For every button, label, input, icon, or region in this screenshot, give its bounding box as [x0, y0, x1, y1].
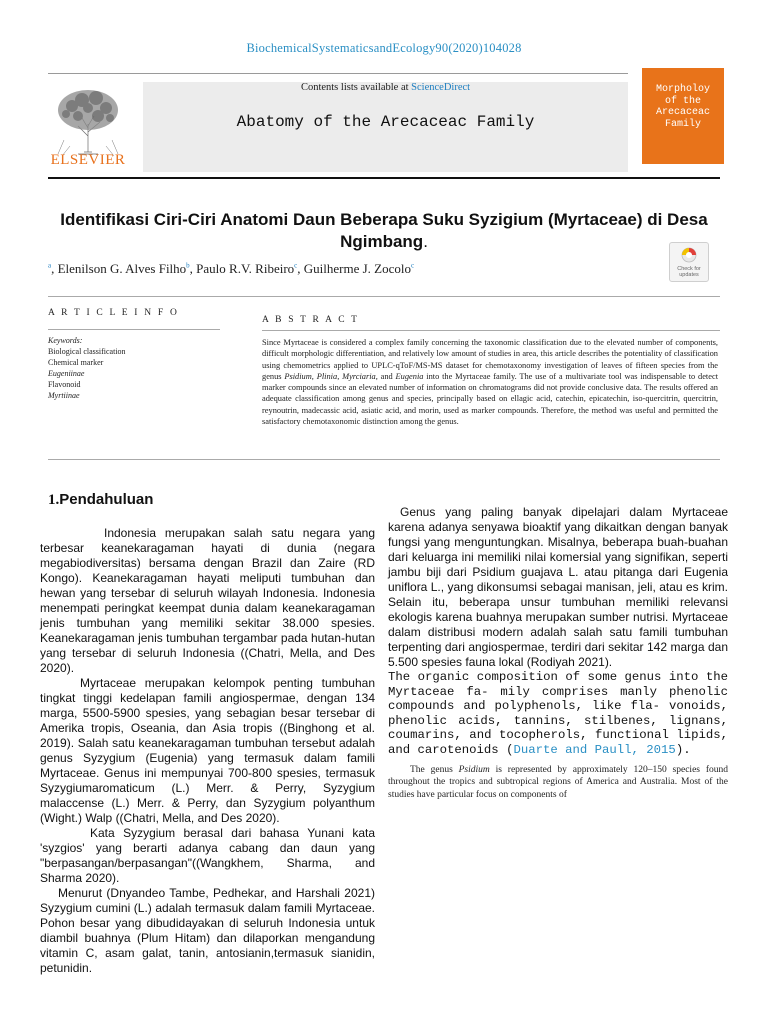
- article-title: [50, 209, 718, 253]
- author-separator: ,: [189, 261, 197, 276]
- keyword-item: Flavonoid: [48, 380, 81, 389]
- abstract-sep: , and: [375, 371, 396, 381]
- body-paragraph: Genus yang paling banyak dipelajari dalam Myrtaceae karena adanya senyawa bioaktif yang dikaitkan dengan banyak fungsi yang menguntungkan. Misalnya, beberapa buah-buahan dari keluarga ini memiliki nilai komersial yang signifikan, seperti jambu biji dari Psidium guajava L. atau pitanga dari Eugenia uniflora L., yang dikonsumsi sebagai manisan, jeli, atau es krim. Selain itu, beberapa unsur tumbuhan memiliki relevansi ekologis karena buahnya merupakan sumber nutrisi. Myrtaceae dalam distribusi modern adalah salah satu famili tumbuhan terpenting dari angiospermae, terdiri dari sekitar 142 marga dan 5.500 spesies fauna lokal (Rodiyah 2021).: [388, 505, 728, 669]
- header-top-rule: [48, 73, 628, 74]
- mono-text-end: ).: [675, 742, 691, 757]
- author-list: [48, 261, 608, 277]
- keyword-item: Eugeniinae: [48, 369, 85, 378]
- author-separator: ,: [297, 261, 304, 276]
- article-title-text: Identifikasi Ciri-Ciri Anatomi Daun Beberapa Suku Syzigium (Myrtaceae) di Desa Ngimbang: [60, 210, 708, 251]
- keyword-item: Biological classification: [48, 347, 126, 356]
- author-name[interactable]: Guilherme J. Zocolo: [303, 261, 412, 276]
- abstract-part: into the Myrtaceae family. The use of a multivariate tool was indispensable to detect marker compounds since an elevated number of information on chromatograms did not provide conclusive data. The results offered an adequate classification among genus and species, principally based on ellagic acid, catechin, epicatechin, iso-quercitrin, quercitrin, reynoutrin, madecassic acid, asiatic acid, and morin, used as marker compounds. Therefore, the method was useful and permitted the satisfactory chemotaxonomic distinction among the genus.: [262, 371, 719, 427]
- contents-prefix: Contents lists available at: [300, 82, 412, 93]
- section-heading: [48, 491, 153, 509]
- check-updates-label: Check for updates: [677, 266, 701, 278]
- body-paragraph-serif: [388, 764, 728, 802]
- keyword-item: Myrtiinae: [48, 391, 80, 400]
- article-title-end: .: [423, 232, 428, 251]
- abstract-genus: Psidium: [284, 371, 312, 381]
- abstract-sep: ,: [337, 371, 343, 381]
- serif-genus: Psidium: [458, 764, 490, 775]
- header-bottom-rule: [48, 177, 720, 179]
- check-for-updates-badge[interactable]: [669, 242, 709, 282]
- journal-cover-thumbnail[interactable]: [642, 68, 724, 164]
- journal-title: Abatomy of the Arecaceac Family: [236, 113, 535, 131]
- abstract-heading: A B S T R A C T: [262, 315, 360, 325]
- body-paragraph: Myrtaceae merupakan kelompok penting tumbuhan tingkat tinggi kedelapan famili angiospermae, dengan 134 marga, 5500-5900 spesies, yang sebagian besar tersebar di Amerika tropis, Oseania, dan Asia tropis ((Binghong et al. 2019). Salah satu keanekaragaman tumbuhan tersebut adalah genus Syzygium (Eugenia) yang termasuk dalam famili Myrtaceae. Genus ini mempunyai 700-800 spesies, termasuk Syzygiumaromaticum (L.) Merr. & Perry, Syzygium malaccense (L.) Merr. & Perry, dan Syzygium polyanthum (Wight.) Walp ((Chatri, Mella, and Des 2020).: [40, 676, 375, 825]
- author-affiliation-sup[interactable]: b: [186, 261, 190, 270]
- serif-text: The genus: [410, 764, 459, 775]
- keywords-block: [48, 335, 126, 401]
- author-affiliation-sup[interactable]: c: [294, 261, 298, 270]
- article-info-rule: [48, 329, 220, 330]
- abstract-genus: Eugenia: [395, 371, 424, 381]
- abstract-rule: [262, 330, 720, 331]
- abstract-genus: Plinia: [316, 371, 338, 381]
- cover-line: Arecaceac: [655, 107, 710, 118]
- sciencedirect-link[interactable]: ScienceDirect: [411, 82, 471, 93]
- body-paragraph-mono: [388, 670, 728, 758]
- section-number: 1.: [48, 492, 60, 508]
- keywords-label: Keywords:: [48, 336, 83, 345]
- body-paragraph: Menurut (Dnyandeo Tambe, Pedhekar, and Harshali 2021) Syzygium cumini (L.) adalah termasuk dalam famili Myrtaceae. Pohon besar yang dibudidayakan di seluruh Indonesia untuk diambil buahnya (Plum Hitam) dan dilaporkan mengandung vitamin C, asam galat, tanin, antosianin,termasuk sianidin, petunidin.: [40, 886, 375, 975]
- author-name[interactable]: Elenilson G. Alves Filho: [57, 261, 187, 276]
- author-affiliation-sup[interactable]: a: [48, 261, 52, 270]
- contents-availability-line: [143, 82, 628, 93]
- cover-line: Morpholoy: [655, 84, 710, 95]
- cover-line: Family: [664, 118, 701, 130]
- body-paragraph: Kata Syzygium berasal dari bahasa Yunani kata 'syzgios' yang berarti adanya cabang dan daun yang "berpasangan/berpasangan"((Wangkhem, Sharma, and Sharma 2020).: [40, 826, 375, 885]
- body-right-column: [388, 505, 728, 801]
- body-left-column: [40, 526, 375, 976]
- article-info-heading: A R T I C L E I N F O: [48, 308, 180, 318]
- serif-text: is represented by approximately 120–150 species found throughout the tropics and subtropical regions of America and Australia. Most of the studies have particular focus on components of: [388, 764, 728, 800]
- elsevier-wordmark: ELSEVIER: [50, 152, 126, 168]
- abstract-genus: Myrciaria: [342, 371, 376, 381]
- section-title: Pendahuluan: [59, 491, 154, 508]
- abstract-sep: ,: [311, 371, 317, 381]
- journal-reference[interactable]: BiochemicalSystematicsandEcology90(2020)104028: [246, 41, 522, 55]
- author-separator: ,: [51, 261, 58, 276]
- cover-line: of the: [664, 95, 701, 107]
- abstract-bottom-rule: [48, 459, 720, 460]
- keyword-item: Chemical marker: [48, 358, 104, 367]
- abstract-text: [262, 337, 718, 427]
- citation-link[interactable]: Duarte and Paull, 2015: [513, 742, 676, 757]
- author-affiliation-sup[interactable]: c: [411, 261, 415, 270]
- article-info-top-rule: [48, 296, 720, 297]
- abstract-part: Since Myrtaceae is considered a complex family concerning the taxonomic classification due to the elevated number of components, difficult morphologic differentiation, and relatively low amount of studies in area, this article describes the potentiality of classification using chemometrics applied to UPLC-qToF/MS-MS dataset for chemotaxonomy investigation of leaves of fifteen species from the genus: [262, 338, 718, 381]
- author-name[interactable]: Paulo R.V. Ribeiro: [196, 261, 295, 276]
- mono-text: The organic composition of some genus into the Myrtaceae fa- mily comprises manly phenolic compounds and polyphenols, like fla- vonoids, phenolic acids, tannins, stilbenes, lignans, coumarins, and tocopherols, functional lipids, and carotenoids (: [388, 670, 728, 757]
- body-paragraph: Indonesia merupakan salah satu negara yang terbesar keanekaragaman hayati di dunia (negara megabiodiversitas) bersama dengan Brazil dan Zaire (RD Kongo). Keanekaragaman hayati meliputi tumbuhan dan hewan yang tersebar di seluruh wilayah Indonesia. Indonesia menempati peringkat keempat dunia dalam keanekaragaman jenis tumbuhan yang memiliki sekitar 38.000 spesies. Keanekaragaman jenis tumbuhan tergambar pada hutan-hutan yang tersebar di seluruh Indonesia ((Chatri, Mella, and Des 2020).: [40, 526, 375, 675]
- check-updates-icon: [681, 247, 697, 265]
